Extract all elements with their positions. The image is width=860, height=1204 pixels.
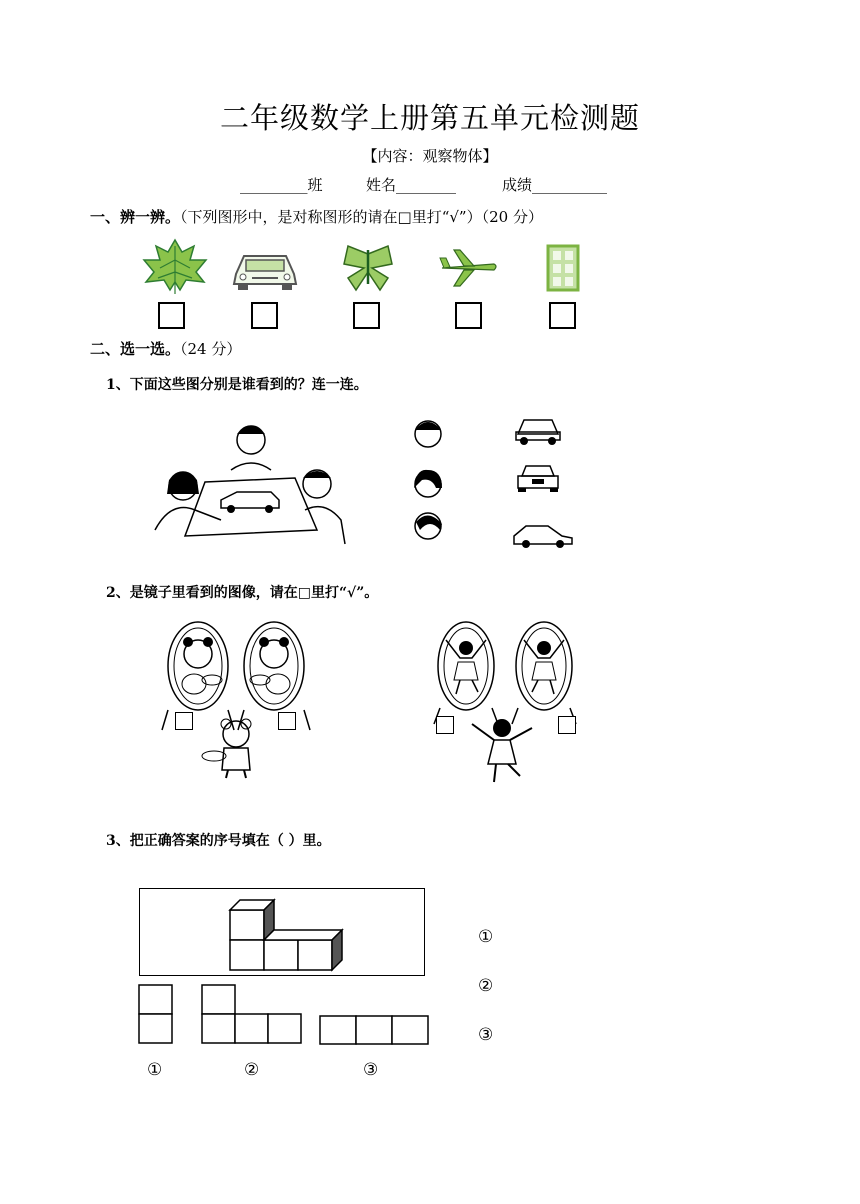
checkbox-panda-left[interactable] [175,712,193,730]
name-field[interactable]: 姓名________ [366,176,457,194]
section2-label: 二、选一选。 [90,340,181,358]
option-1-label: ① [147,1060,163,1080]
leaf-icon [140,238,210,298]
section1-label: 一、辨一辨。 [90,208,181,226]
checkbox-window[interactable] [549,302,576,329]
section2-heading [90,338,241,359]
option-3-shape [319,1015,429,1047]
section2-note: （24 分） [180,340,242,358]
checkbox-airplane[interactable] [455,302,482,329]
page-title: 二年级数学上册第五单元检测题 [219,101,640,135]
checkbox-panda-right[interactable] [278,712,296,730]
girl-figure-illustration [470,714,534,786]
answer-blank-1[interactable]: ① [478,927,494,947]
class-field[interactable]: _________班 [240,176,323,194]
airplane-icon [438,246,498,290]
section1-heading [90,206,543,227]
page-subtitle: 【内容：观察物体】 [362,147,498,165]
car-views-illustration [512,414,576,548]
answer-blank-2[interactable]: ② [478,976,494,996]
checkbox-car[interactable] [251,302,278,329]
table-scene-illustration [145,420,365,550]
answer-blank-3[interactable]: ③ [478,1025,494,1045]
section1-note: （下列图形中，是对称图形的请在□里打“√”）（20 分） [180,208,543,226]
score-field[interactable]: 成绩__________ [502,176,608,194]
checkbox-butterfly[interactable] [353,302,380,329]
checkbox-leaf[interactable] [158,302,185,329]
question-3: 3、把正确答案的序号填在（ ）里。 [106,833,331,849]
option-1-shape [138,984,174,1046]
children-views-illustration [406,414,450,546]
question-1: 1、下面这些图分别是谁看到的？连一连。 [106,377,368,393]
checkbox-girl-left[interactable] [436,716,454,734]
cube-stack-figure [228,896,348,972]
window-icon [546,244,580,292]
panda-figure-illustration [200,718,270,780]
car-icon [230,248,300,292]
butterfly-icon [342,244,394,292]
option-2-label: ② [244,1060,260,1080]
checkbox-girl-right[interactable] [558,716,576,734]
question-2: 2、是镜子里看到的图像，请在□里打“√”。 [106,585,379,601]
option-2-shape [201,984,304,1046]
option-3-label: ③ [363,1060,379,1080]
girl-mirrors-illustration [432,618,582,728]
